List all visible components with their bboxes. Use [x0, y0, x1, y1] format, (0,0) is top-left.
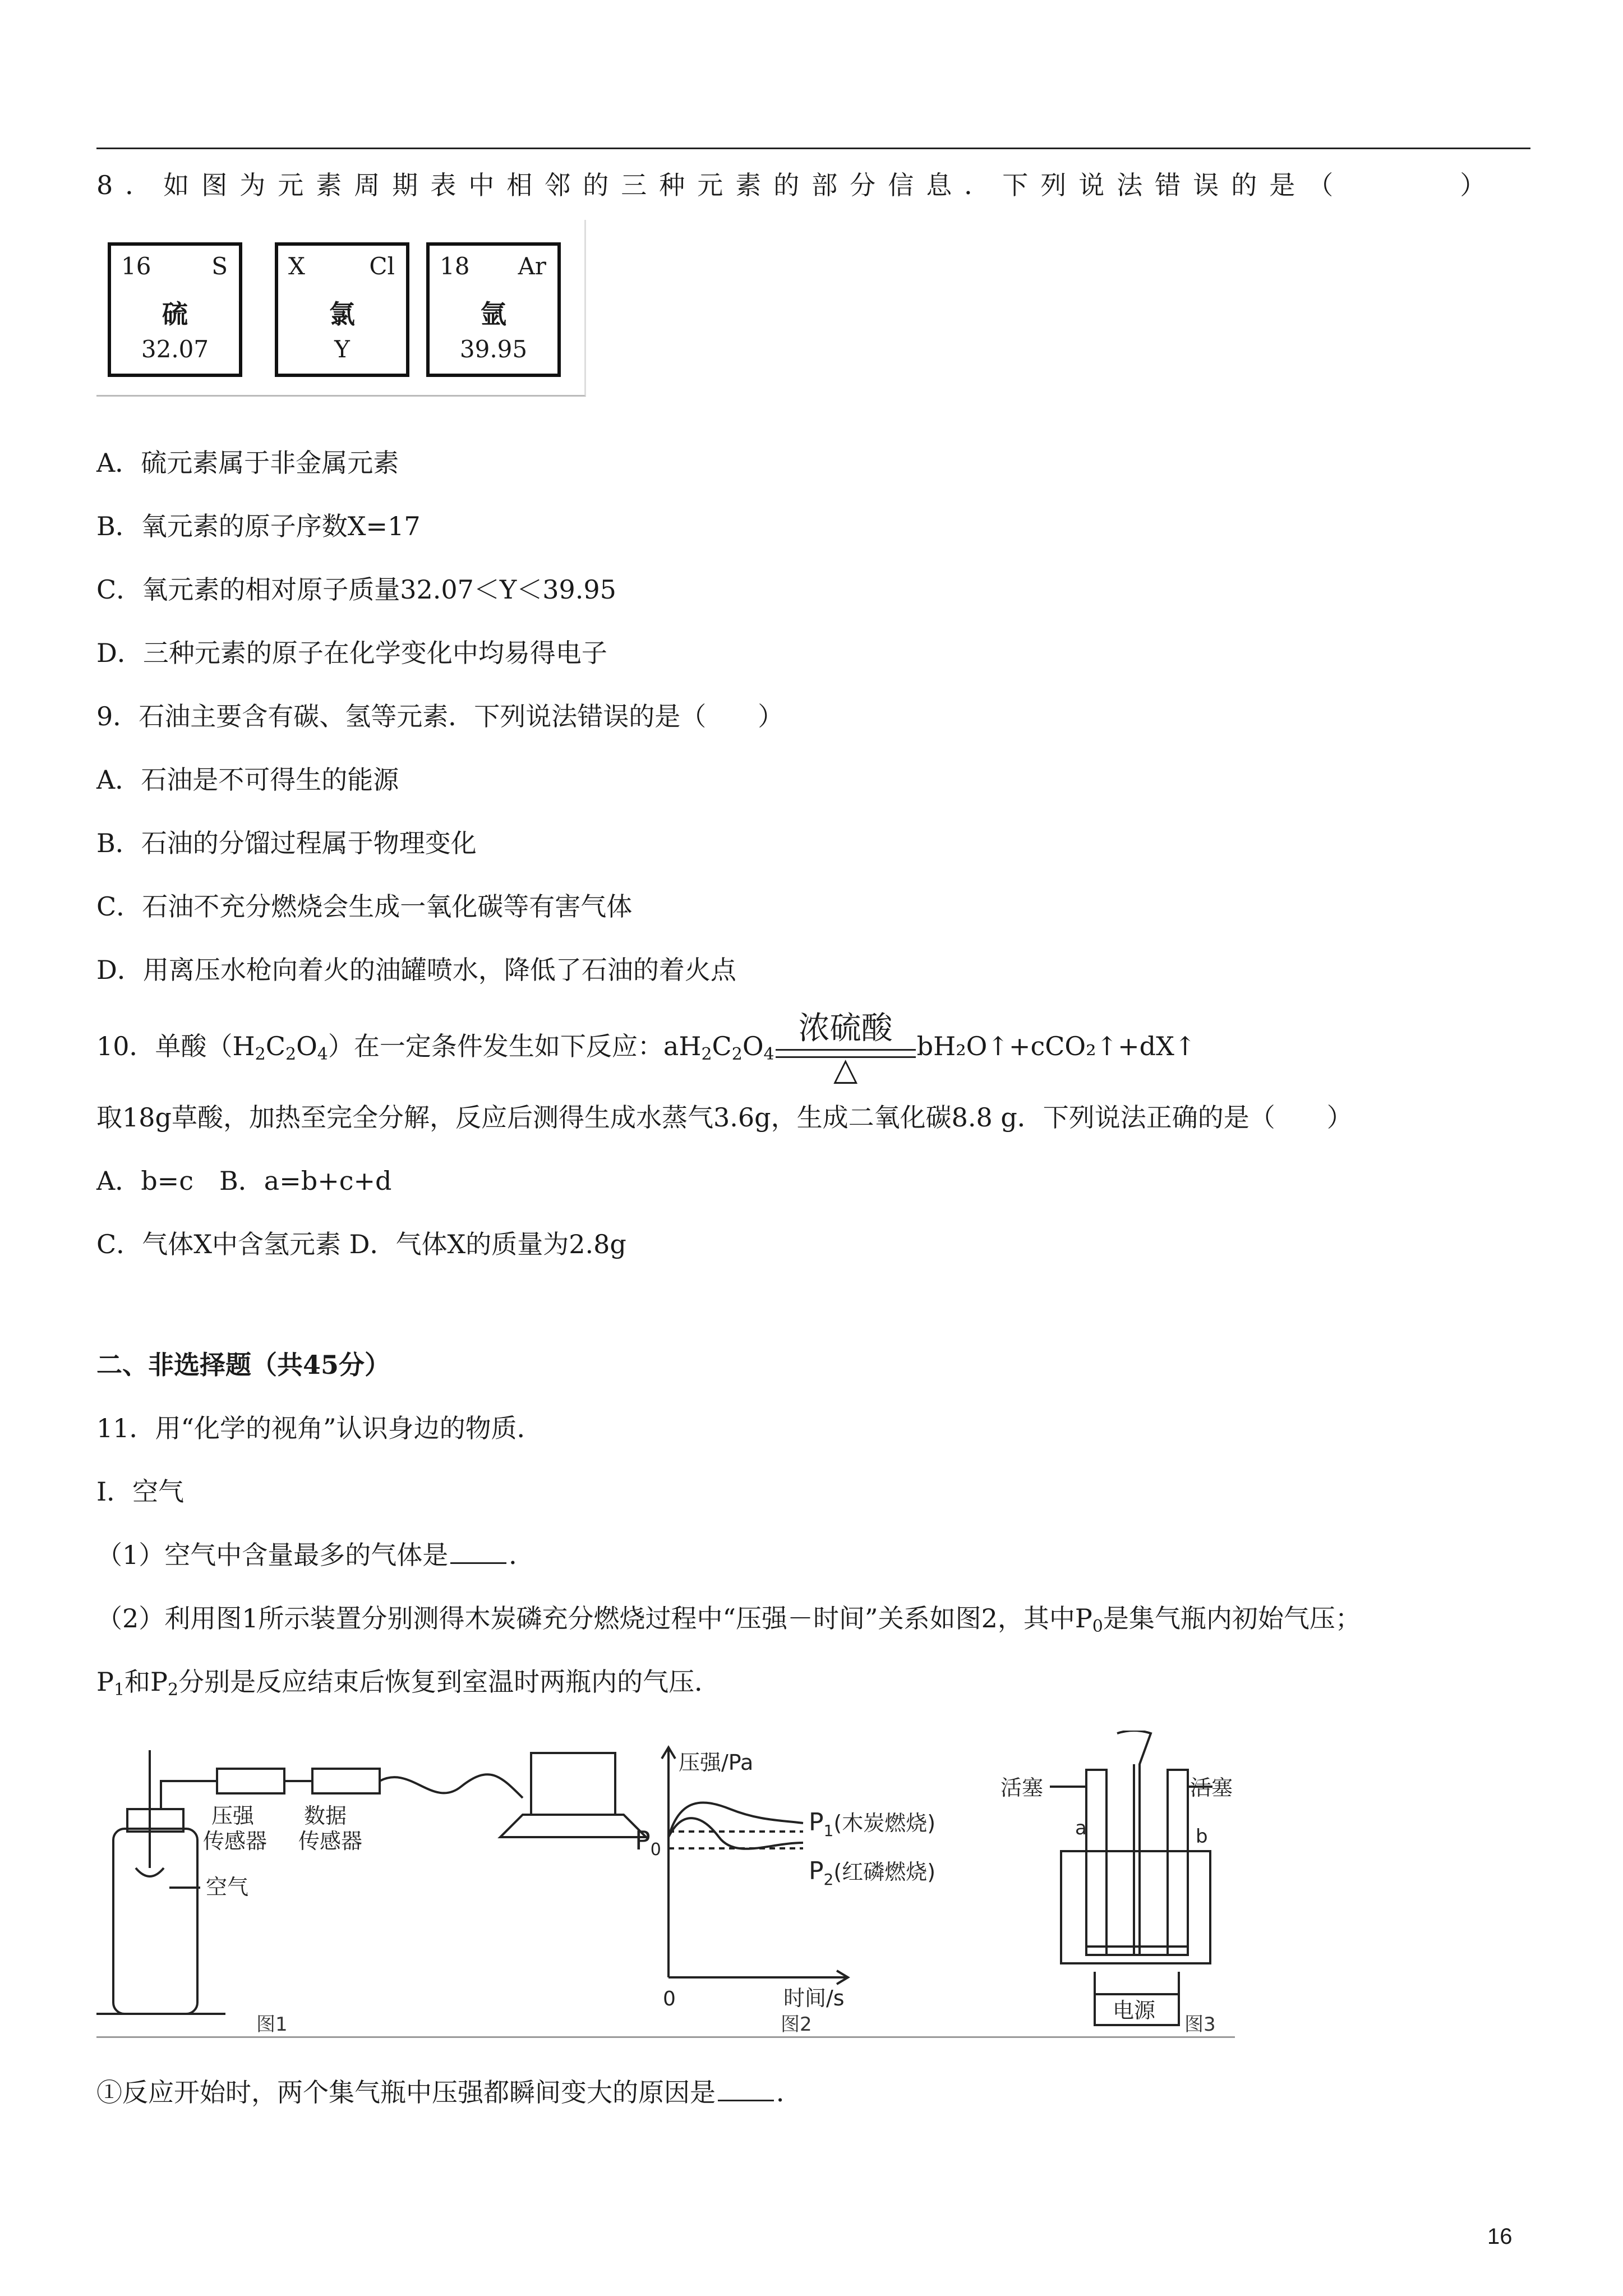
- q10-mid: ）在一定条件发生如下反应：a: [328, 1031, 679, 1061]
- catalyst-label: 浓硫酸: [798, 1010, 893, 1047]
- element-tiles-figure: [96, 220, 586, 397]
- tile-atomic-number: X: [288, 252, 305, 280]
- tile-name: 硫: [162, 299, 188, 329]
- q8-option-b: B．氧元素的原子序数X=17: [96, 511, 421, 541]
- fig3-valve-left: 活塞: [1000, 1775, 1044, 1800]
- fig2-p1-label: $P_1$(木炭燃烧): [809, 1808, 936, 1840]
- figure-1-apparatus: [96, 1750, 646, 2014]
- q9-option-d: D．用离压水枪向着火的油罐喷水，降低了石油的着火点: [96, 955, 736, 985]
- data-sensor-box: [312, 1769, 380, 1793]
- fig3-valve-right: 活塞: [1190, 1775, 1233, 1800]
- q8-option-c: C．氧元素的相对原子质量32.07＜Y＜39.95: [96, 574, 616, 605]
- fig2-p2-label: $P_2$(红磷燃烧): [809, 1857, 936, 1889]
- fig1-caption: 图1: [256, 2013, 288, 2036]
- q10-products: bH₂O↑+cCO₂↑+dX↑: [916, 1031, 1196, 1061]
- q11-sub1: （1）空气中含量最多的气体是 ．: [96, 1540, 535, 1570]
- fig3-b-label: b: [1196, 1825, 1208, 1848]
- answer-blank[interactable]: [718, 2077, 774, 2101]
- funnel: [1117, 1731, 1151, 1955]
- tube-b: [1168, 1770, 1188, 1955]
- tile-name: 氯: [329, 299, 355, 329]
- q10-option-cd: C．气体X中含氢元素 D．气体X的质量为2.8g: [96, 1229, 626, 1259]
- tile-symbol: Ar: [518, 252, 546, 280]
- q10-stem: 10．单酸$(H_2C_2O_4)$在一定条件发生如下反应：$aH_2C_2O_4$ 浓硫酸 △ bH₂O↑+cCO₂↑+dX↑: [96, 1010, 1196, 1088]
- fig1-air-label: 空气: [206, 1875, 249, 1899]
- tile-atomic-number: 16: [121, 252, 151, 280]
- element-tile-sulfur: [108, 242, 242, 377]
- header-rule: [96, 148, 1530, 149]
- laptop-base: [500, 1815, 646, 1837]
- tile-mass: 32.07: [141, 335, 209, 363]
- gas-tube: [161, 1781, 217, 1809]
- fig2-p0-label: $P_0$: [635, 1825, 661, 1860]
- q9-option-a: A．石油是不可得生的能源: [96, 765, 399, 795]
- q11-question-1: ①反应开始时，两个集气瓶中压强都瞬间变大的原因是 ．: [96, 2077, 802, 2108]
- fig3-caption: 图3: [1184, 2013, 1216, 2036]
- section-title: 二、非选择题（共45分）: [96, 1350, 391, 1380]
- q9-option-b: B．石油的分馏过程属于物理变化: [96, 828, 477, 858]
- fig1-sensor2-line1: 数据: [304, 1803, 347, 1828]
- fig2-caption: 图2: [781, 2013, 812, 2036]
- tile-symbol: S: [211, 252, 228, 280]
- page-number: 16: [1487, 2224, 1513, 2249]
- reaction-condition: [776, 1010, 916, 1088]
- figures-svg: [96, 1731, 1235, 2036]
- tile-name: 氩: [481, 299, 506, 329]
- laptop-screen: [531, 1753, 615, 1815]
- q10-line2: 取18g草酸，加热至完全分解，反应后测得生成水蒸气3.6g，生成二氧化碳8.8 g．下列说法正确的是（ ）: [96, 1102, 1353, 1133]
- figures-row: [96, 1731, 1235, 2038]
- q11-part1: I．空气: [96, 1476, 185, 1507]
- combustion-spoon: [136, 1868, 164, 1876]
- fig2-ylabel: 压强/Pa: [679, 1750, 754, 1775]
- q9-option-c: C．石油不充分燃烧会生成一氧化碳等有害气体: [96, 891, 633, 922]
- heat-triangle-icon: △: [833, 1051, 858, 1088]
- q11-sub2-line2: $P_1$和$P_2$分别是反应结束后恢复到室温时两瓶内的气压．: [96, 1667, 721, 1700]
- fig2-origin: 0: [663, 1987, 676, 2010]
- fig1-sensor1-line1: 压强: [211, 1803, 255, 1828]
- q8-option-a: A．硫元素属于非金属元素: [96, 448, 399, 478]
- cable: [380, 1774, 523, 1798]
- tile-mass: 39.95: [459, 335, 528, 363]
- fig3-power-label: 电源: [1113, 1998, 1156, 2023]
- tile-mass: Y: [334, 335, 350, 363]
- fig1-sensor1-line2: 传感器: [203, 1829, 268, 1853]
- fig2-xlabel: 时间/s: [783, 1986, 845, 2010]
- fig1-sensor2-line2: 传感器: [298, 1829, 363, 1853]
- element-tile-argon: [426, 242, 561, 377]
- q11-stem: 11．用“化学的视角”认识身边的物质．: [96, 1413, 543, 1443]
- answer-blank[interactable]: [450, 1540, 506, 1564]
- figure-3-electrolysis: [1050, 1731, 1212, 2025]
- q8-stem: 8．如图为元素周期表中相邻的三种元素的部分信息．下列说法错误的是（ ）: [96, 170, 1498, 200]
- fig3-a-label: a: [1075, 1817, 1087, 1839]
- tile-atomic-number: 18: [440, 252, 470, 280]
- gas-bottle: [113, 1829, 197, 2014]
- q11-sub2-line1: （2）利用图1所示装置分别测得木炭磷充分燃烧过程中“压强－时间”关系如图2，其中$P_0$是集气瓶内初始气压；: [96, 1603, 1361, 1636]
- q9-stem: 9．石油主要含有碳、氢等元素．下列说法错误的是（ ）: [96, 701, 784, 731]
- q10-prefix: 10．单酸（: [96, 1031, 233, 1061]
- pressure-sensor-box: [217, 1769, 284, 1793]
- tile-symbol: Cl: [369, 252, 395, 280]
- tube-a: [1086, 1770, 1106, 1955]
- q10-option-ab: A．b=c B．a=b+c+d: [96, 1166, 392, 1196]
- q8-option-d: D．三种元素的原子在化学变化中均易得电子: [96, 638, 607, 668]
- element-tile-chlorine: [275, 242, 409, 377]
- p2-curve: [668, 1818, 803, 1849]
